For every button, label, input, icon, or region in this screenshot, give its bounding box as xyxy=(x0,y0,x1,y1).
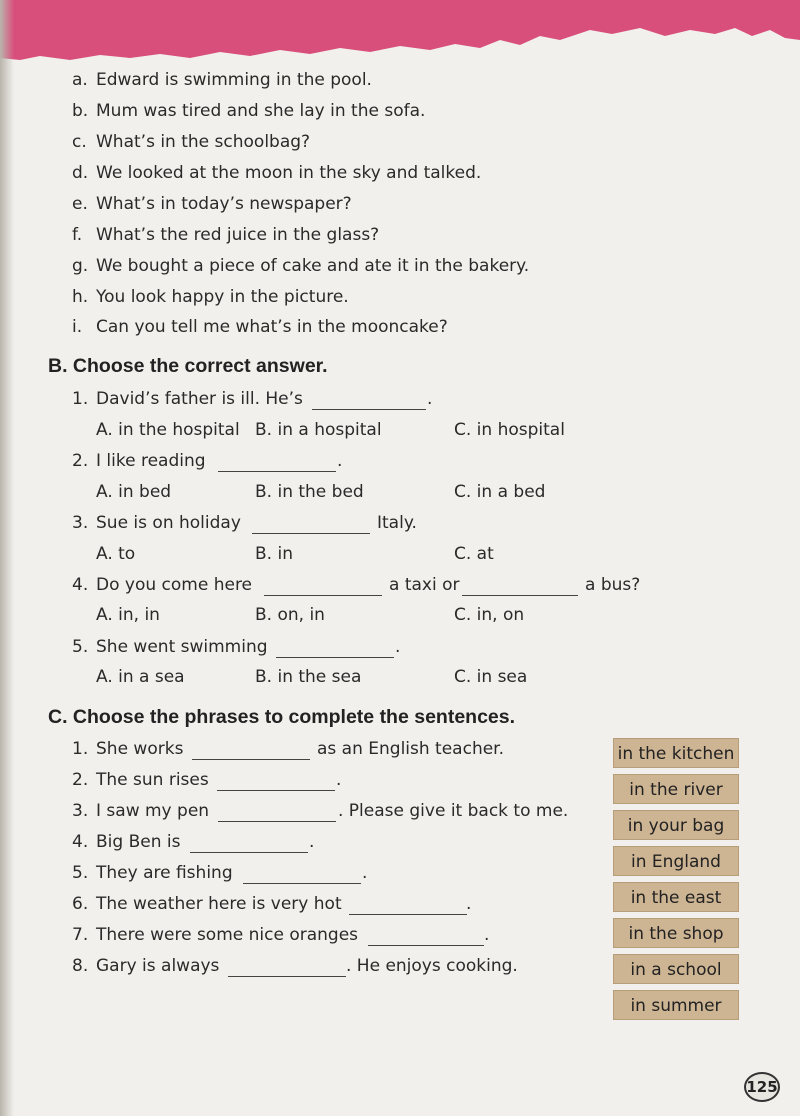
option-b[interactable]: B. in xyxy=(255,544,293,564)
option-a[interactable]: A. in, in xyxy=(96,605,160,625)
sentence-text: The sun rises xyxy=(96,770,209,790)
question-text: She went swimming xyxy=(96,637,268,657)
sentence-number: 7. xyxy=(72,925,89,945)
phrase-option[interactable]: in your bag xyxy=(613,810,739,840)
sentence-end: as an English teacher. xyxy=(317,739,505,759)
list-item: i. Can you tell me what’s in the mooncake? xyxy=(72,317,448,337)
answer-blank[interactable] xyxy=(368,945,484,946)
answer-blank[interactable] xyxy=(243,883,361,884)
option-b[interactable]: B. on, in xyxy=(255,605,325,625)
list-item: b. Mum was tired and she lay in the sofa. xyxy=(72,101,426,121)
sentence-text: I saw my pen xyxy=(96,801,210,821)
list-item: d. We looked at the moon in the sky and talked. xyxy=(72,163,482,183)
list-item: c. What’s in the schoolbag? xyxy=(72,132,311,152)
option-a[interactable]: A. in bed xyxy=(96,482,172,502)
answer-blank[interactable] xyxy=(218,821,336,822)
question-text: Sue is on holiday xyxy=(96,513,241,533)
question-end: a bus? xyxy=(585,575,641,595)
sentence-end: . xyxy=(362,863,368,883)
page-number: 125 xyxy=(744,1072,780,1102)
sentence-end: . xyxy=(309,832,315,852)
sentence-number: 6. xyxy=(72,894,89,914)
option-b[interactable]: B. in a hospital xyxy=(255,420,382,440)
option-c[interactable]: C. in sea xyxy=(454,667,528,687)
sentence-number: 3. xyxy=(72,801,89,821)
answer-blank[interactable] xyxy=(276,657,394,658)
option-a[interactable]: A. in a sea xyxy=(96,667,185,687)
answer-blank[interactable] xyxy=(190,852,308,853)
sentence-text: Gary is always xyxy=(96,956,220,976)
question-number: 4. xyxy=(72,575,89,595)
phrase-option[interactable]: in the river xyxy=(613,774,739,804)
phrase-option[interactable]: in a school xyxy=(613,954,739,984)
phrase-option[interactable]: in summer xyxy=(613,990,739,1020)
sentence-end: . xyxy=(336,770,342,790)
option-b[interactable]: B. in the sea xyxy=(255,667,362,687)
answer-blank[interactable] xyxy=(312,409,426,410)
sentence-end: . xyxy=(484,925,490,945)
question-text: Do you come here xyxy=(96,575,253,595)
question-number: 3. xyxy=(72,513,89,533)
sentence-text: Big Ben is xyxy=(96,832,181,852)
answer-blank[interactable] xyxy=(217,790,335,791)
sentence-end: . Please give it back to me. xyxy=(338,801,569,821)
sentence-text: The weather here is very hot xyxy=(96,894,342,914)
header-band xyxy=(0,0,800,75)
list-item: g. We bought a piece of cake and ate it in the bakery. xyxy=(72,256,530,276)
phrase-option[interactable]: in the shop xyxy=(613,918,739,948)
sentence-number: 2. xyxy=(72,770,89,790)
option-c[interactable]: C. in, on xyxy=(454,605,525,625)
option-a[interactable]: A. in the hospital xyxy=(96,420,240,440)
question-end: Italy. xyxy=(377,513,417,533)
answer-blank[interactable] xyxy=(252,533,370,534)
option-b[interactable]: B. in the bed xyxy=(255,482,364,502)
section-b-heading: B. Choose the correct answer. xyxy=(48,355,328,377)
sentence-number: 5. xyxy=(72,863,89,883)
answer-blank[interactable] xyxy=(349,914,467,915)
answer-blank[interactable] xyxy=(218,471,336,472)
section-c-heading: C. Choose the phrases to complete the sentences. xyxy=(48,706,516,728)
question-text: I like reading xyxy=(96,451,206,471)
sentence-end: . xyxy=(466,894,472,914)
sentence-text: They are fishing xyxy=(96,863,233,883)
option-c[interactable]: C. at xyxy=(454,544,494,564)
sentence-number: 4. xyxy=(72,832,89,852)
question-end: . xyxy=(427,389,433,409)
answer-blank[interactable] xyxy=(192,759,310,760)
answer-blank[interactable] xyxy=(264,595,382,596)
list-item: h. You look happy in the picture. xyxy=(72,287,349,307)
sentence-number: 1. xyxy=(72,739,89,759)
question-end: . xyxy=(395,637,401,657)
phrase-option[interactable]: in the kitchen xyxy=(613,738,739,768)
answer-blank[interactable] xyxy=(462,595,578,596)
sentence-text: She works xyxy=(96,739,184,759)
question-end: . xyxy=(337,451,343,471)
question-number: 2. xyxy=(72,451,89,471)
question-number: 5. xyxy=(72,637,89,657)
phrase-option[interactable]: in England xyxy=(613,846,739,876)
sentence-number: 8. xyxy=(72,956,89,976)
option-c[interactable]: C. in hospital xyxy=(454,420,565,440)
option-c[interactable]: C. in a bed xyxy=(454,482,546,502)
phrase-option[interactable]: in the east xyxy=(613,882,739,912)
question-middle: a taxi or xyxy=(389,575,460,595)
option-a[interactable]: A. to xyxy=(96,544,136,564)
sentence-text: There were some nice oranges xyxy=(96,925,359,945)
question-text: David’s father is ill. He’s xyxy=(96,389,303,409)
question-number: 1. xyxy=(72,389,89,409)
answer-blank[interactable] xyxy=(228,976,346,977)
list-item: f. What’s the red juice in the glass? xyxy=(72,225,380,245)
sentence-end: . He enjoys cooking. xyxy=(346,956,518,976)
list-item: a. Edward is swimming in the pool. xyxy=(72,70,372,90)
binding-shadow xyxy=(0,0,14,1116)
list-item: e. What’s in today’s newspaper? xyxy=(72,194,352,214)
